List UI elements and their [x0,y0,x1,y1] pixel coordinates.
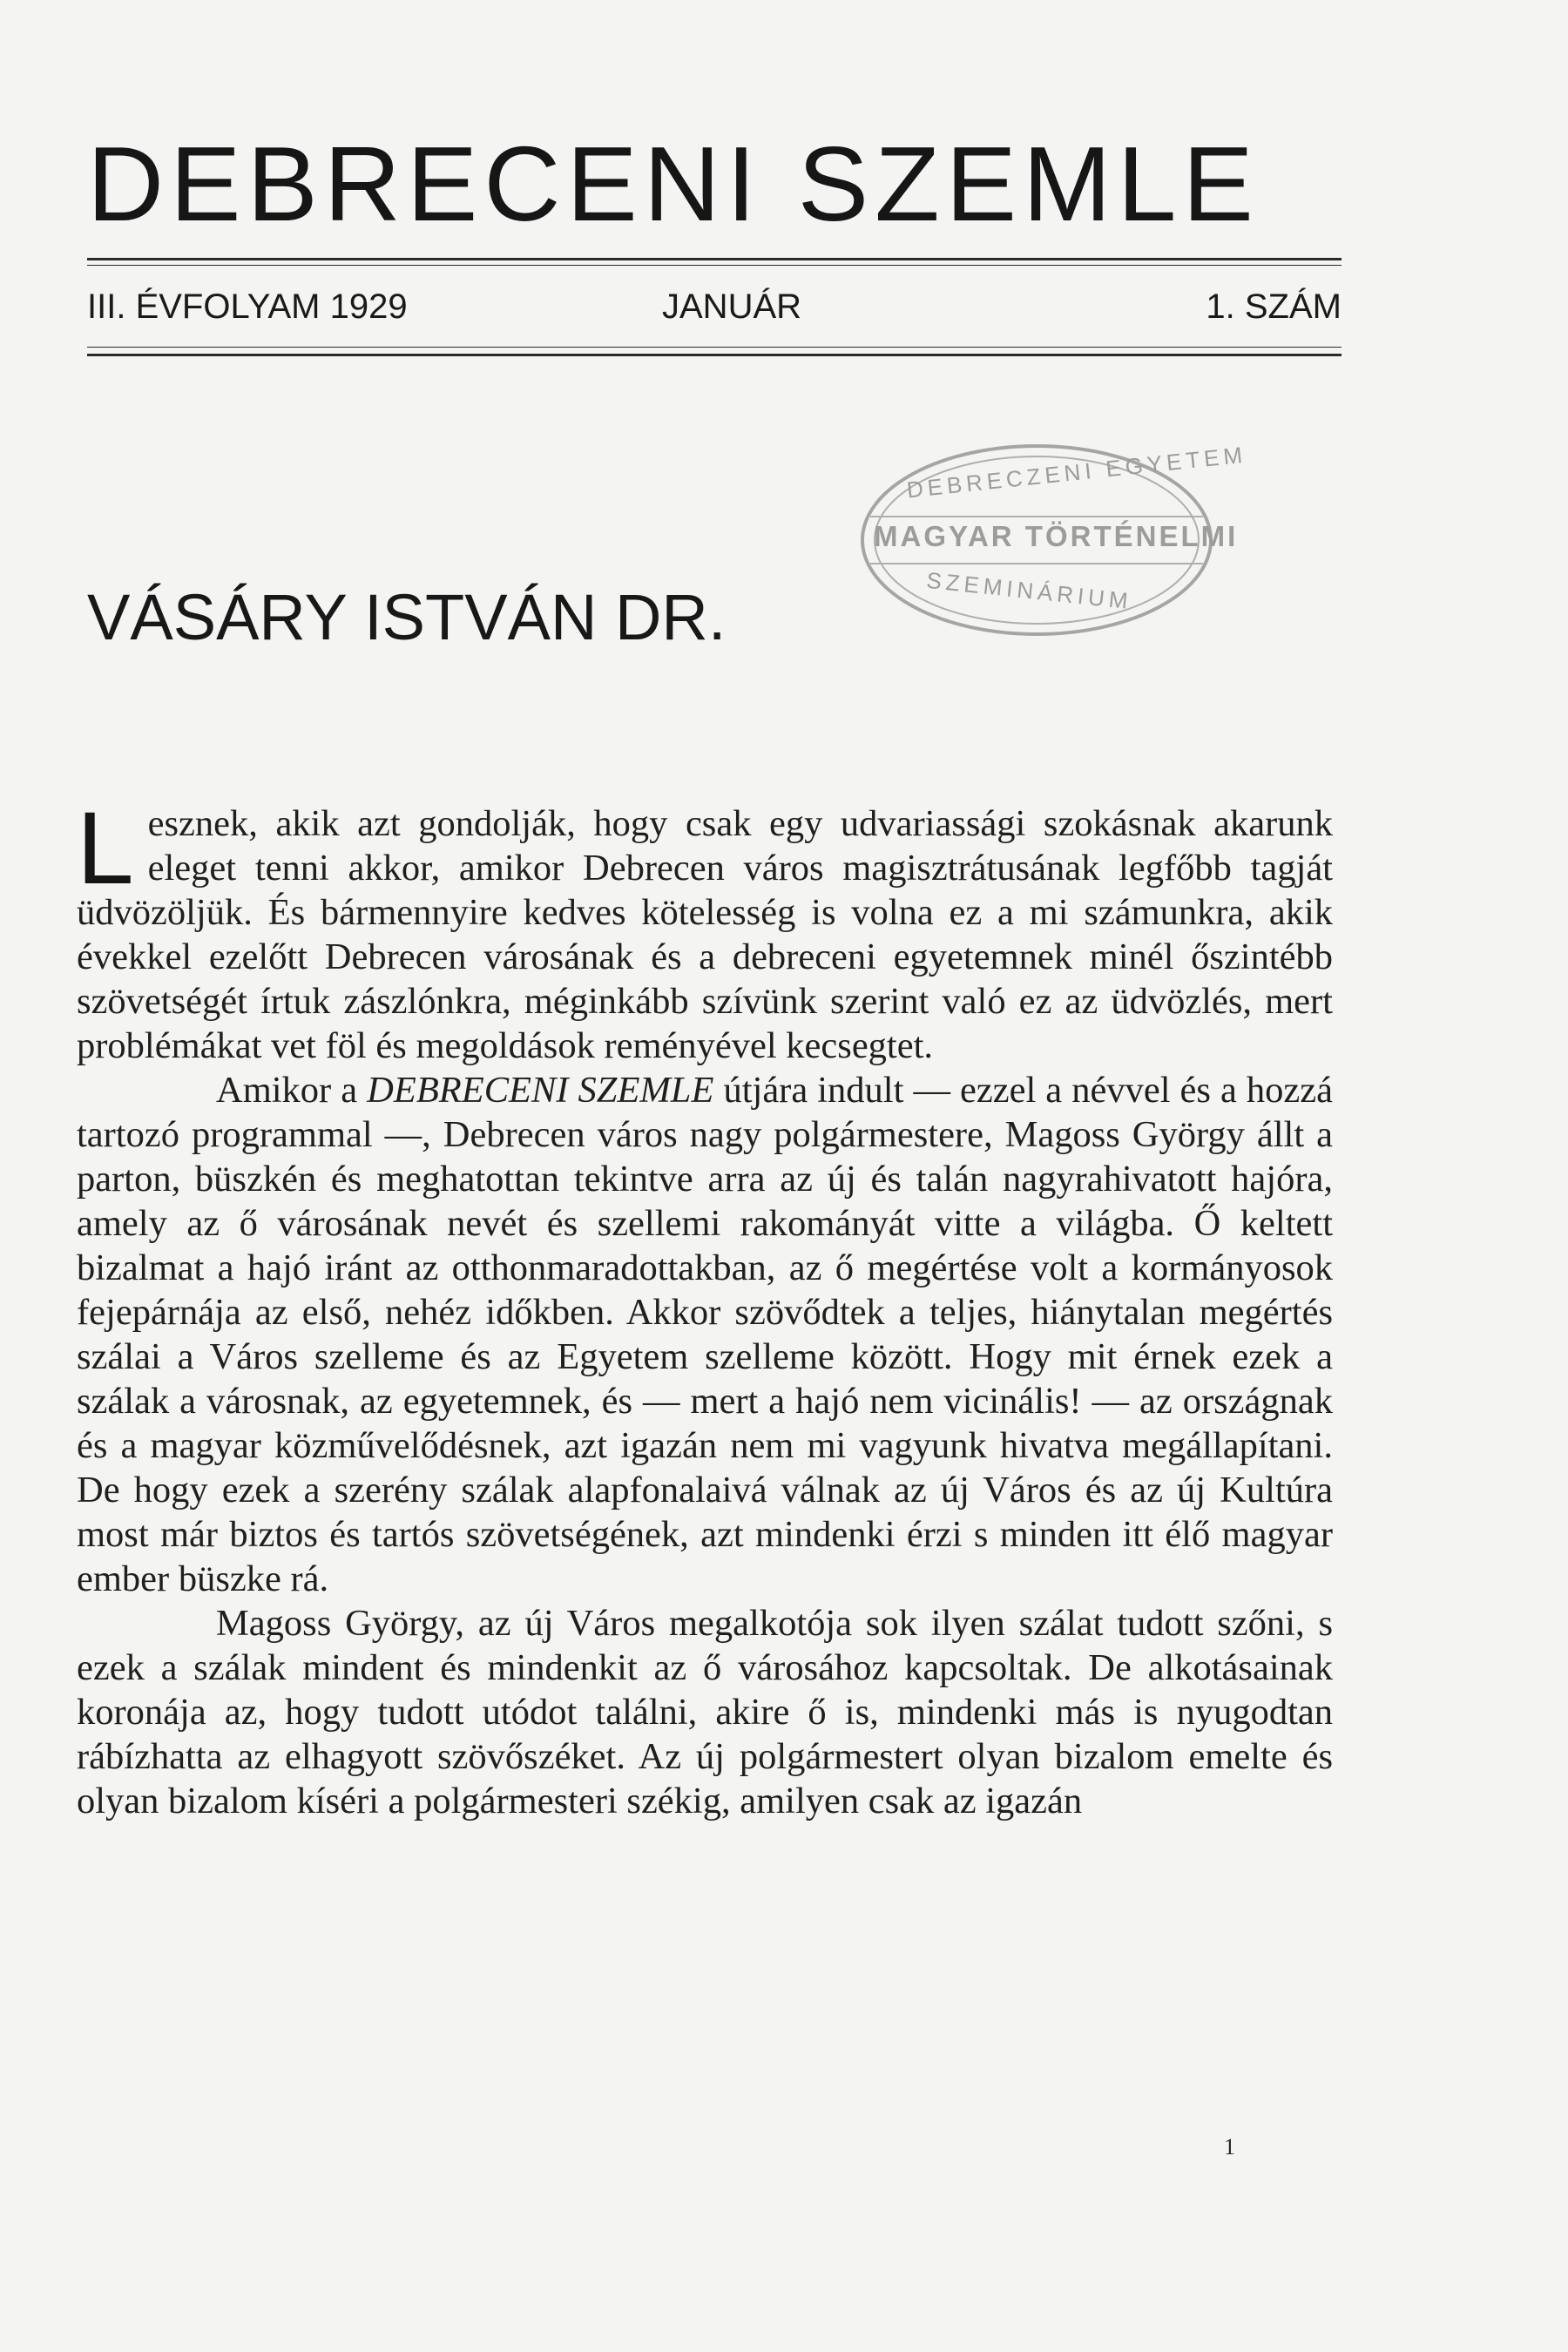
issue-volume-year: III. ÉVFOLYAM 1929 [87,287,408,326]
masthead-rule-top-thin [87,265,1342,266]
stamp-text-middle: MAGYAR TÖRTÉNELMI [874,520,1239,552]
article-paragraph-1 [77,791,1333,1068]
library-stamp [858,440,1248,640]
stamp-text-top: DEBRECZENI EGYETEM [905,441,1248,504]
article-body [77,791,1333,1823]
drop-cap-letter: L [77,791,134,906]
paragraph-1-text: esznek, akik azt gondolják, hogy csak egy udvariassági szokásnak akarunk eleget tenni akkor, amikor Debrecen város magisztrátusának legfőbb tagját üdvözöljük. És bármennyire kedves kötelesség is volna ez a mi számunkra, akik évekkel ezelőtt Debrecen városának és a debreceni egyetemnek minél őszintébb szövetségét írtuk zászlónkra, méginkább szívünk szerint való ez az üdvözlés, mert problémákat vet föl és megoldások reményével kecsegtet. [77,803,1333,1066]
masthead-rule-top-thick [87,258,1342,260]
issue-number: 1. SZÁM [1206,287,1342,326]
page-number: 1 [1224,2134,1235,2159]
journal-masthead-title: DEBRECENI SZEMLE [87,125,1260,243]
stamp-text-bottom: SZEMINÁRIUM [925,566,1133,615]
article-paragraph-3: Magoss György, az új Város megalkotója sok ilyen szálat tudott szőni, s ezek a szálak mindent és mindenkit az ő városához kapcsoltak. De alkotásainak koronája az, hogy tudott utódot találni, akire ő is, mindenki más is nyugodtan rábízhatta az elhagyott szövőszéket. Az új polgármestert olyan bizalom emelte és olyan bizalom kíséri a polgármesteri székig, amilyen csak az igazán [77,1603,1333,1821]
masthead-rule-bottom-thin [87,347,1342,348]
issue-month: JANUÁR [662,287,802,326]
article-title: VÁSÁRY ISTVÁN DR. [87,581,727,653]
masthead-rule-bottom-thick [87,354,1342,356]
article-paragraph-2 [77,1068,1333,1601]
journal-name-italic: DEBRECENI SZEMLE [367,1070,714,1111]
paragraph-2-lead: Amikor a [216,1070,358,1111]
issue-info-line [87,287,1342,331]
paragraph-2-text: útjára indult — ezzel a névvel és a hozzá tartozó programmal —, Debrecen város nagy polgármestere, Magoss György állt a parton, büszkén és meghatottan tekintve arra az új és talán nagyrahivatott hajóra, amely az ő városának nevét és szellemi rakományát vitte a világba. Ő keltett bizalmat a hajó iránt az otthonmaradottakban, az ő megértése volt a kormányosok fejepárnája az első, nehéz időkben. Akkor szövődtek a teljes, hiánytalan megértés szálai a Város szelleme és az Egyetem szelleme között. Hogy mit érnek ezek a szálak a városnak, az egyetemnek, és — mert a hajó nem vicinális! — az országnak és a magyar közművelődésnek, azt igazán nem mi vagyunk hivatva megállapítani. De hogy ezek a szerény szálak alapfonalaivá válnak az új Város és az új Kultúra most már biztos és tartós szövetségének, azt mindenki érzi s minden itt élő magyar ember büszke rá. [77,1070,1333,1599]
